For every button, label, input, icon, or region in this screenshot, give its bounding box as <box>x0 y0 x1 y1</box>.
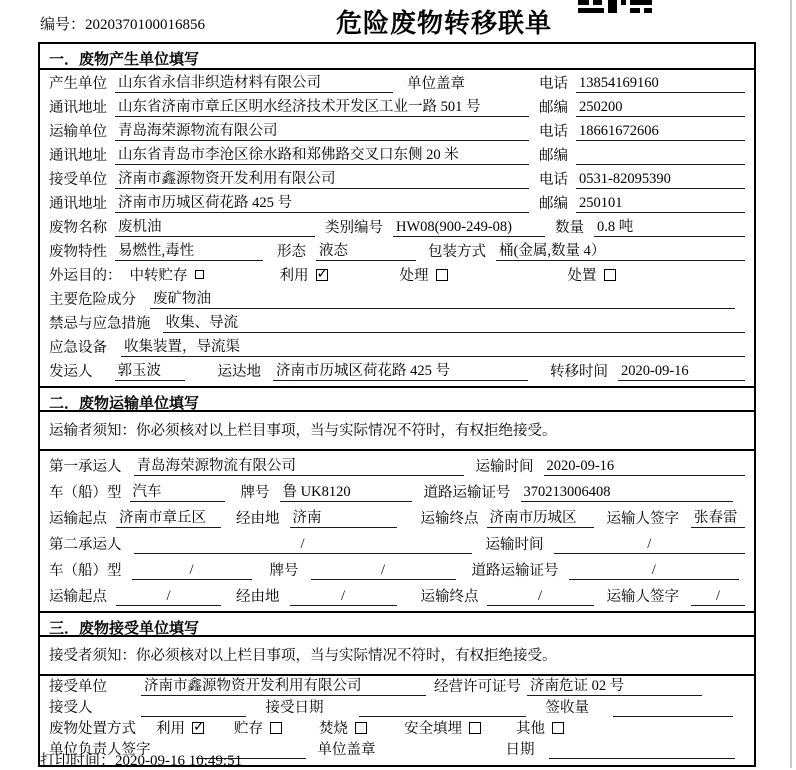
transporter-phone-group <box>539 120 745 141</box>
producer-phone-value: 13854169160 <box>576 75 745 93</box>
road-permit-label: 道路运输证号 <box>471 563 559 579</box>
transporter-unit-row <box>40 120 754 144</box>
first-transport-time-value: 2020-09-16 <box>544 458 746 476</box>
waste-character-value: 易燃性,毒性 <box>115 239 263 261</box>
storage-checkbox <box>270 722 282 734</box>
scan-page-edge <box>790 0 792 768</box>
waste-name-value: 废机油 <box>115 215 315 237</box>
disposal-checkbox <box>604 269 616 281</box>
transporter-notice: 运输者须知：你必须核对以上栏目事项，当与实际情况不符时，有权拒绝接受。 <box>40 412 754 451</box>
first-carrier-label: 第一承运人 <box>49 459 122 475</box>
hazard-component-row <box>40 288 754 312</box>
emergency-equipment-label: 应急设备 <box>49 340 107 356</box>
manifest-form <box>38 42 756 767</box>
incineration-label: 焚烧 <box>319 721 348 737</box>
utilize-checkbox <box>316 269 328 281</box>
acceptor-value <box>141 700 246 717</box>
permit-number-value: 济南危证 02 号 <box>527 674 702 696</box>
utilize-checkbox <box>192 722 204 734</box>
plate-number-label: 牌号 <box>240 485 270 501</box>
accepting-unit-label: 接受单位 <box>49 679 107 695</box>
producer-phone-group <box>539 72 745 93</box>
treatment-option <box>400 264 448 285</box>
print-time-label: 打印时间： <box>40 753 116 769</box>
quantity-value: 0.8 吨 <box>594 215 745 237</box>
serial-label: 编号： <box>40 17 86 33</box>
utilize-option <box>156 717 204 738</box>
consignor-value: 郭玉波 <box>115 359 185 381</box>
section2-header: 二．废物运输单位填写 <box>40 386 754 412</box>
storage-option <box>234 717 282 738</box>
receiver-unit-label: 接受单位 <box>49 172 107 188</box>
producer-address-value: 山东省济南市章丘区明水经济技术开发区工业一路 501 号 <box>115 95 529 117</box>
first-origin-value: 济南市章丘区 <box>116 506 221 528</box>
transport-time-label: 运输时间 <box>475 459 534 475</box>
second-vehicle-row <box>40 557 754 583</box>
waste-character-label: 废物特性 <box>49 244 107 260</box>
transporter-address-value: 山东省青岛市李沧区徐水路和郑佛路交叉口东侧 20 米 <box>115 143 529 165</box>
zip-label: 邮编 <box>539 196 568 212</box>
transporter-address-row <box>40 144 754 168</box>
unit-seal-label: 单位盖章 <box>317 742 376 758</box>
hazard-component-value: 废矿物油 <box>150 287 735 309</box>
section2-body <box>40 451 754 611</box>
first-route-row <box>40 505 754 531</box>
address-label: 通讯地址 <box>49 148 107 164</box>
endpoint-label: 运输终点 <box>420 511 479 527</box>
receiver-unit-value: 济南市鑫源物资开发利用有限公司 <box>115 167 529 189</box>
accepting-unit-row <box>40 678 754 699</box>
print-time-value: 2020-09-16 10:49:51 <box>115 753 243 769</box>
utilize-option <box>280 264 328 285</box>
receiver-phone-group <box>539 168 745 189</box>
second-plate-number-value: / <box>311 562 456 580</box>
consignor-row <box>40 360 754 384</box>
received-quantity-value <box>613 700 733 717</box>
transporter-phone-value: 18661672606 <box>576 123 745 141</box>
transfer-time-value: 2020-09-16 <box>618 363 745 381</box>
disposal-method-label: 废物处置方式 <box>49 721 136 737</box>
waste-name-row <box>40 216 754 240</box>
transfer-storage-option <box>130 264 204 285</box>
receiver-unit-row <box>40 168 754 192</box>
date-label: 日期 <box>505 742 535 758</box>
receiver-zip-group <box>539 192 745 213</box>
first-carrier-signature-value: 张春雷 <box>691 506 745 528</box>
transfer-storage-checkbox <box>195 270 204 279</box>
responsible-signature-label: 单位负责人签字 <box>49 742 151 758</box>
producer-unit-value: 山东省永信非织造材料有限公司 <box>115 71 393 93</box>
first-vehicle-row <box>40 479 754 505</box>
date-value <box>549 742 736 759</box>
first-plate-number-value: 鲁 UK8120 <box>280 480 412 502</box>
address-label: 通讯地址 <box>49 100 107 116</box>
received-quantity-label: 签收量 <box>545 700 589 716</box>
taboo-measures-row <box>40 312 754 336</box>
emergency-equipment-value: 收集装置，导流渠 <box>121 335 745 357</box>
receiver-zip-value: 250101 <box>576 195 745 213</box>
receiver-notice: 接受者须知：你必须核对以上栏目事项，当与实际情况不符时，有权拒绝接受。 <box>40 637 754 676</box>
road-permit-label: 道路运输证号 <box>423 485 511 501</box>
transfer-storage-label: 中转贮存 <box>129 268 188 284</box>
origin-label: 运输起点 <box>49 511 107 527</box>
quantity-label: 数量 <box>555 220 584 236</box>
serial-value: 2020370100016856 <box>85 17 206 33</box>
phone-label: 电话 <box>539 124 568 140</box>
first-carrier-row <box>40 453 754 479</box>
second-route-row <box>40 583 754 609</box>
packing-label: 包装方式 <box>428 244 486 260</box>
vehicle-type-label: 车（船）型 <box>49 485 122 501</box>
plate-number-label: 牌号 <box>269 563 299 579</box>
disposal-option <box>568 264 616 285</box>
utilize-label: 利用 <box>279 268 309 284</box>
category-label: 类别编号 <box>325 220 383 236</box>
other-option <box>516 717 564 738</box>
treatment-label: 处理 <box>399 268 429 284</box>
section1-body <box>40 70 754 386</box>
accept-date-label: 接受日期 <box>265 700 324 716</box>
receiver-address-row <box>40 192 754 216</box>
via-label: 经由地 <box>236 589 280 605</box>
landfill-checkbox <box>469 722 481 734</box>
first-endpoint-value: 济南市历城区 <box>487 506 594 528</box>
first-carrier-value: 青岛海荣源物流有限公司 <box>134 454 464 476</box>
second-carrier-signature-value: / <box>691 588 745 606</box>
second-origin-value: / <box>116 588 221 606</box>
phone-label: 电话 <box>539 172 568 188</box>
producer-address-row <box>40 96 754 120</box>
address-label: 通讯地址 <box>49 196 107 212</box>
phone-label: 电话 <box>539 76 568 92</box>
receiver-phone-value: 0531-82095390 <box>576 171 745 189</box>
acceptor-label: 接受人 <box>49 700 93 716</box>
accepting-unit-value: 济南市鑫源物资开发利用有限公司 <box>141 674 426 696</box>
page-title: 危险废物转移联单 <box>335 8 552 38</box>
destination-value: 济南市历城区荷花路 425 号 <box>273 359 528 381</box>
vehicle-type-label: 车（船）型 <box>49 563 122 579</box>
zip-label: 邮编 <box>539 100 568 116</box>
waste-name-label: 废物名称 <box>49 220 107 236</box>
transporter-zip-group <box>539 144 745 165</box>
incineration-checkbox <box>355 722 367 734</box>
second-endpoint-value: / <box>487 588 594 606</box>
producer-unit-label: 产生单位 <box>49 76 107 92</box>
first-vehicle-type-value: 汽车 <box>130 480 225 502</box>
endpoint-label: 运输终点 <box>420 589 479 605</box>
second-carrier-row <box>40 531 754 557</box>
other-checkbox <box>552 722 564 734</box>
packing-value: 桶(金属,数量 4） <box>496 239 745 261</box>
unit-seal-label: 单位盖章 <box>407 76 465 92</box>
transporter-unit-value: 青岛海荣源物流有限公司 <box>115 119 529 141</box>
transfer-purpose-label: 外运目的： <box>49 268 122 284</box>
utilize-label: 利用 <box>156 721 185 737</box>
second-road-permit-value: / <box>569 562 740 580</box>
destination-label: 运达地 <box>217 364 261 380</box>
producer-zip-value: 250200 <box>576 99 745 117</box>
acceptor-row <box>40 699 754 720</box>
landfill-label: 安全填埋 <box>404 721 462 737</box>
origin-label: 运输起点 <box>49 589 107 605</box>
landfill-option <box>404 717 481 738</box>
zip-label: 邮编 <box>539 148 568 164</box>
qr-code-icon <box>578 0 654 13</box>
incineration-option <box>319 717 367 738</box>
section3-header: 三．废物接受单位填写 <box>40 611 754 637</box>
consignor-label: 发运人 <box>49 364 93 380</box>
second-carrier-label: 第二承运人 <box>49 537 122 553</box>
hazard-component-label: 主要危险成分 <box>49 292 136 308</box>
transporter-unit-label: 运输单位 <box>49 124 107 140</box>
other-label: 其他 <box>516 721 545 737</box>
category-value: HW08(900-249-08) <box>393 219 545 237</box>
permit-number-label: 经营许可证号 <box>434 679 521 695</box>
second-carrier-value: / <box>134 536 472 554</box>
transporter-zip-value <box>576 148 745 165</box>
second-via-value: / <box>290 588 397 606</box>
transfer-time-label: 转移时间 <box>550 364 608 380</box>
producer-zip-group <box>539 96 745 117</box>
second-transport-time-value: / <box>554 536 746 554</box>
disposal-label: 处置 <box>567 268 597 284</box>
carrier-signature-label: 运输人签字 <box>606 589 679 605</box>
receiver-address-value: 济南市历城区荷花路 425 号 <box>115 191 529 213</box>
accept-date-value <box>359 700 526 717</box>
storage-label: 贮存 <box>234 721 263 737</box>
taboo-measures-label: 禁忌与应急措施 <box>49 316 151 332</box>
form-state-label: 形态 <box>277 244 306 260</box>
treatment-checkbox <box>436 269 448 281</box>
first-road-permit-value: 370213006408 <box>521 484 733 502</box>
print-time-line <box>40 749 242 770</box>
producer-unit-row <box>40 72 754 96</box>
taboo-measures-value: 收集、导流 <box>163 311 746 333</box>
emergency-equipment-row <box>40 336 754 360</box>
waste-character-row <box>40 240 754 264</box>
second-vehicle-type-value: / <box>132 562 252 580</box>
transport-time-label: 运输时间 <box>485 537 544 553</box>
via-label: 经由地 <box>236 511 280 527</box>
transfer-purpose-row <box>40 264 754 288</box>
carrier-signature-label: 运输人签字 <box>606 511 679 527</box>
form-state-value: 液态 <box>316 239 416 261</box>
section1-header: 一．废物产生单位填写 <box>40 44 754 70</box>
first-via-value: 济南 <box>290 506 397 528</box>
